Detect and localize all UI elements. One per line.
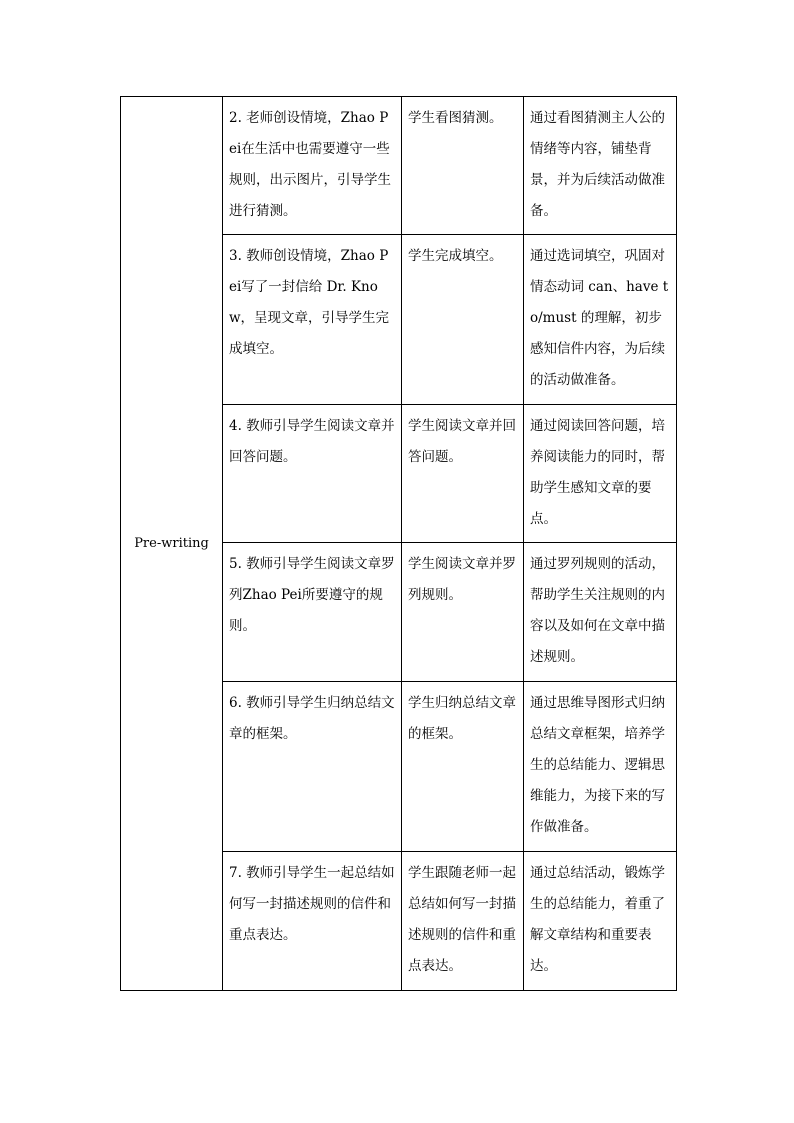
teacher-activity-cell: 4. 教师引导学生阅读文章并回答问题。 <box>223 405 402 543</box>
student-activity-cell: 学生阅读文章并回答问题。 <box>402 405 524 543</box>
student-activity-cell: 学生完成填空。 <box>402 235 524 405</box>
teacher-activity-cell: 7. 教师引导学生一起总结如何写一封描述规则的信件和重点表达。 <box>223 852 402 991</box>
teacher-activity-cell: 2. 老师创设情境，Zhao Pei在生活中也需要遵守一些规则，出示图片，引导学生进行猜测。 <box>223 97 402 235</box>
purpose-cell: 通过罗列规则的活动，帮助学生关注规则的内容以及如何在文章中描述规则。 <box>524 543 677 682</box>
lesson-plan-table <box>120 96 677 991</box>
teacher-activity-cell: 6. 教师引导学生归纳总结文章的框架。 <box>223 682 402 852</box>
student-activity-cell: 学生阅读文章并罗列规则。 <box>402 543 524 682</box>
purpose-cell: 通过思维导图形式归纳总结文章框架，培养学生的总结能力、逻辑思维能力，为接下来的写作做准备。 <box>524 682 677 852</box>
student-activity-cell: 学生归纳总结文章的框架。 <box>402 682 524 852</box>
table-row <box>121 97 677 235</box>
purpose-cell: 通过选词填空，巩固对情态动词 can、have to/must 的理解，初步感知信件内容，为后续的活动做准备。 <box>524 235 677 405</box>
purpose-cell: 通过看图猜测主人公的情绪等内容，铺垫背景，并为后续活动做准备。 <box>524 97 677 235</box>
teacher-activity-cell: 5. 教师引导学生阅读文章罗列Zhao Pei所要遵守的规则。 <box>223 543 402 682</box>
teacher-activity-cell: 3. 教师创设情境，Zhao Pei写了一封信给 Dr. Know，呈现文章，引导学生完成填空。 <box>223 235 402 405</box>
purpose-cell: 通过阅读回答问题，培养阅读能力的同时，帮助学生感知文章的要点。 <box>524 405 677 543</box>
stage-cell: Pre-writing <box>121 97 223 991</box>
student-activity-cell: 学生跟随老师一起总结如何写一封描述规则的信件和重点表达。 <box>402 852 524 991</box>
purpose-cell: 通过总结活动，锻炼学生的总结能力，着重了解文章结构和重要表达。 <box>524 852 677 991</box>
student-activity-cell: 学生看图猜测。 <box>402 97 524 235</box>
